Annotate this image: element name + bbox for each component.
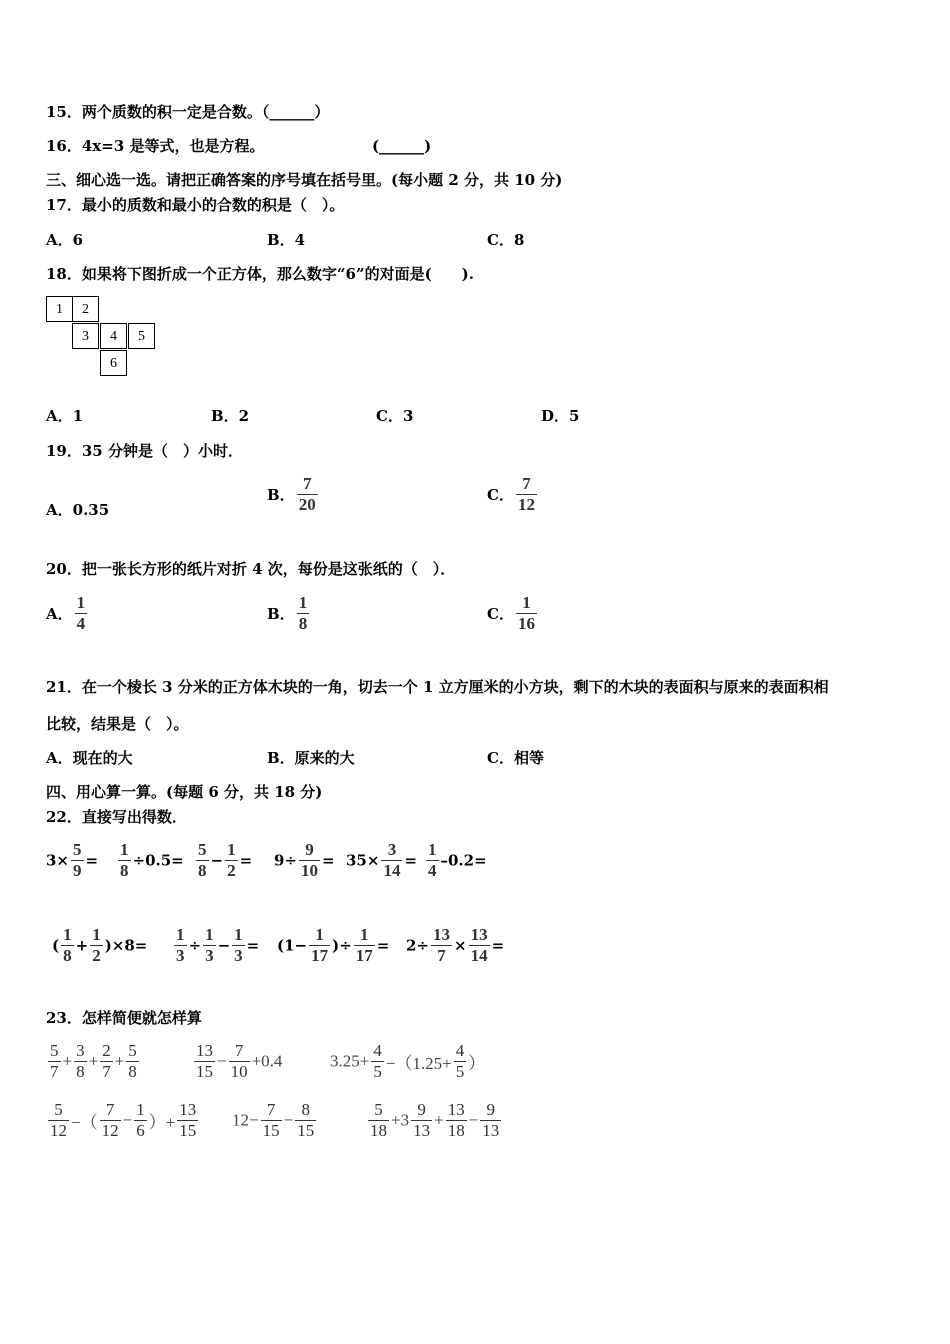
option-a: A． $\frac{1}{4}$ [46,593,86,633]
math-expression: (1− $\frac{1}{17}$ )÷ $\frac{1}{17}$ = [277,925,390,965]
question-23: 23．怎样简便就怎样算 [46,1009,202,1027]
answer-blank: (______) [372,137,432,155]
section-3-title: 三、细心选一选。请把正确答案的序号填在括号里。(每小题 2 分，共 10 分) [46,171,563,189]
question-21: 21．在一个棱长 3 分米的正方体木块的一角，切去一个 1 立方厘米的小方块，剩下的木块的表面积与原来的表面积相 [46,678,829,696]
math-expression: $\frac{1}{4}$ –0.2= [428,840,487,880]
question-21-cont: 比较，结果是（ ）。 [46,715,189,733]
question-16: 16．4x=3 是等式，也是方程。 [46,137,265,155]
math-expression: 9÷ $\frac{9}{10}$ = [274,840,335,880]
question-15: 15．两个质数的积一定是合数。（______） [46,103,330,121]
math-expression: $\frac{5}{18}$ +3 $\frac{9}{13}$ + $\frac{13}{18}$ − $\frac{9}{13}$ [370,1100,500,1140]
option-c: C．相等 [487,749,544,767]
option-d: D．5 [541,407,580,425]
option-a: A．0.35 [46,501,110,519]
option-a: A．现在的大 [46,749,133,767]
question-17: 17．最小的质数和最小的合数的积是（ ）。 [46,196,345,214]
question-19: 19．35 分钟是（ ）小时． [46,442,243,460]
option-a: A．1 [46,407,84,425]
net-cell: 5 [128,323,155,349]
net-cell: 6 [100,350,127,376]
math-expression: 3× $\frac{5}{9}$ = [46,840,99,880]
math-expression: $\frac{1}{3}$ ÷ $\frac{1}{3}$ − $\frac{1}{3}$ = [176,925,260,965]
option-c: C． $\frac{7}{12}$ [487,474,535,514]
math-expression: $\frac{5}{12}$ −（ $\frac{7}{12}$ − $\frac{1}{6}$ ）+ $\frac{13}{15}$ [50,1100,197,1140]
math-expression: $\frac{13}{15}$ − $\frac{7}{10}$ +0.4 [196,1041,283,1081]
net-cell: 2 [72,296,99,322]
option-b: B．4 [267,231,306,249]
net-cell: 3 [72,323,99,349]
math-expression: $\frac{1}{8}$ ÷0.5= [120,840,184,880]
net-cell: 4 [100,323,127,349]
question-22: 22．直接写出得数． [46,808,187,826]
option-b: B． $\frac{7}{20}$ [267,474,316,514]
math-expression: 12− $\frac{7}{15}$ − $\frac{8}{15}$ [232,1100,315,1140]
option-a: A．6 [46,231,84,249]
option-c: C．8 [487,231,525,249]
option-c: C．3 [376,407,414,425]
section-4-title: 四、用心算一算。(每题 6 分，共 18 分) [46,783,323,801]
option-b: B．原来的大 [267,749,355,767]
math-expression: $\frac{5}{8}$ − $\frac{1}{2}$ = [198,840,253,880]
option-b: B． $\frac{1}{8}$ [267,593,308,633]
option-c: C． $\frac{1}{16}$ [487,593,535,633]
math-expression: 3.25+ $\frac{4}{5}$ −（1.25+ $\frac{4}{5}$ ） [330,1041,486,1081]
option-b: B．2 [211,407,250,425]
math-expression: ( $\frac{1}{8}$ + $\frac{1}{2}$ )×8= [52,925,148,965]
net-cell: 1 [46,296,73,322]
math-expression: 35× $\frac{3}{14}$ = [346,840,418,880]
math-expression: $\frac{5}{7}$ + $\frac{3}{8}$ + $\frac{2}{7}$ + $\frac{5}{8}$ [50,1041,137,1081]
question-20: 20．把一张长方形的纸片对折 4 次，每份是这张纸的（ ）． [46,560,456,578]
math-expression: 2÷ $\frac{13}{7}$ × $\frac{13}{14}$ = [406,925,505,965]
question-18: 18．如果将下图折成一个正方体，那么数字“6”的对面是( ). [46,265,474,283]
